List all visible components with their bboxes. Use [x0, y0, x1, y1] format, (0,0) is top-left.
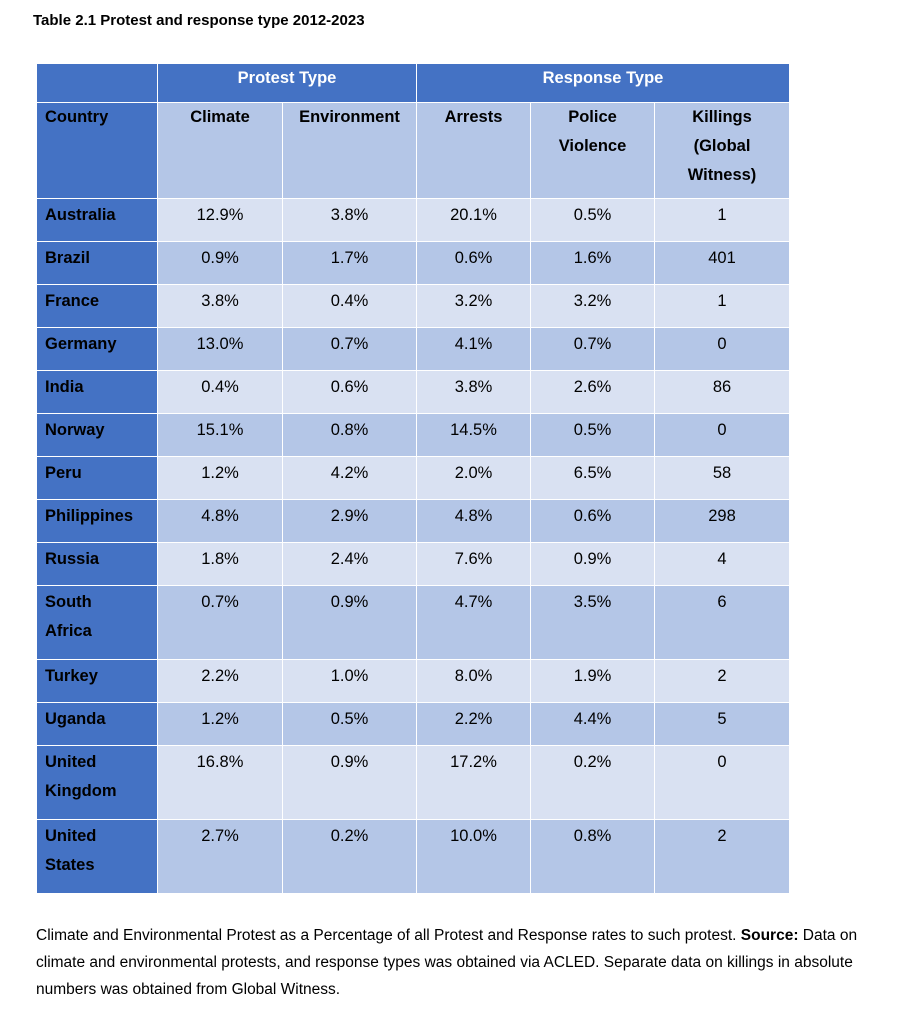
arrests-cell: 4.8%: [417, 500, 531, 543]
table-row: [37, 746, 790, 820]
table-row: [37, 820, 790, 894]
column-header-environment: Environment: [283, 103, 417, 199]
climate-cell: 1.2%: [158, 457, 283, 500]
column-header-arrests: Arrests: [417, 103, 531, 199]
caption-source-label: Source:: [740, 927, 799, 944]
killings-cell: 401: [655, 242, 790, 285]
environment-cell: 2.4%: [283, 543, 417, 586]
arrests-cell: 3.2%: [417, 285, 531, 328]
environment-cell: 1.0%: [283, 660, 417, 703]
police-violence-cell: 1.6%: [531, 242, 655, 285]
environment-cell: 0.4%: [283, 285, 417, 328]
climate-cell: 1.8%: [158, 543, 283, 586]
country-cell: India: [37, 371, 158, 414]
climate-cell: 0.9%: [158, 242, 283, 285]
empty-header-cell: [37, 64, 158, 103]
police-violence-cell: 4.4%: [531, 703, 655, 746]
country-cell: Germany: [37, 328, 158, 371]
table-title: Table 2.1 Protest and response type 2012-2023: [33, 12, 365, 29]
arrests-cell: 7.6%: [417, 543, 531, 586]
environment-cell: 3.8%: [283, 199, 417, 242]
climate-cell: 0.7%: [158, 586, 283, 660]
table-row: [37, 199, 790, 242]
arrests-cell: 2.2%: [417, 703, 531, 746]
killings-cell: 58: [655, 457, 790, 500]
climate-cell: 2.2%: [158, 660, 283, 703]
climate-cell: 4.8%: [158, 500, 283, 543]
killings-cell: 5: [655, 703, 790, 746]
police-violence-cell: 2.6%: [531, 371, 655, 414]
police-violence-cell: 3.2%: [531, 285, 655, 328]
police-violence-cell: 3.5%: [531, 586, 655, 660]
country-cell: Russia: [37, 543, 158, 586]
country-cell: United States: [37, 820, 158, 894]
police-violence-cell: 1.9%: [531, 660, 655, 703]
country-cell: Australia: [37, 199, 158, 242]
table-row: [37, 242, 790, 285]
police-violence-cell: 0.8%: [531, 820, 655, 894]
country-cell: Uganda: [37, 703, 158, 746]
killings-cell: 298: [655, 500, 790, 543]
caption-text: Climate and Environmental Protest as a Percentage of all Protest and Response rates to such protest.: [36, 927, 741, 944]
killings-cell: 0: [655, 328, 790, 371]
table-row: [37, 457, 790, 500]
column-header-country: Country: [37, 103, 158, 199]
country-cell: Philippines: [37, 500, 158, 543]
climate-cell: 3.8%: [158, 285, 283, 328]
arrests-cell: 8.0%: [417, 660, 531, 703]
table-caption: [36, 922, 908, 1003]
country-cell: South Africa: [37, 586, 158, 660]
table-row: [37, 500, 790, 543]
environment-cell: 0.6%: [283, 371, 417, 414]
protest-table: [36, 63, 790, 894]
police-violence-cell: 6.5%: [531, 457, 655, 500]
column-header-row: [37, 103, 790, 199]
table-row: [37, 414, 790, 457]
environment-cell: 2.9%: [283, 500, 417, 543]
environment-cell: 0.9%: [283, 746, 417, 820]
arrests-cell: 2.0%: [417, 457, 531, 500]
police-violence-cell: 0.5%: [531, 199, 655, 242]
table-row: [37, 285, 790, 328]
country-cell: Peru: [37, 457, 158, 500]
climate-cell: 12.9%: [158, 199, 283, 242]
climate-cell: 16.8%: [158, 746, 283, 820]
arrests-cell: 0.6%: [417, 242, 531, 285]
police-violence-cell: 0.7%: [531, 328, 655, 371]
column-header-climate: Climate: [158, 103, 283, 199]
country-cell: Brazil: [37, 242, 158, 285]
table-row: [37, 543, 790, 586]
police-violence-label: Police Violence: [558, 108, 627, 155]
table-row: [37, 328, 790, 371]
killings-cell: 0: [655, 414, 790, 457]
caption-source-text: Data on climate and environmental protests, and response types was obtained via ACLED. Separate data on killings in absolute numbers was obtained from Global Witness.: [36, 927, 858, 998]
environment-cell: 0.2%: [283, 820, 417, 894]
environment-cell: 4.2%: [283, 457, 417, 500]
killings-cell: 0: [655, 746, 790, 820]
killings-label: Killings (Global Witness): [687, 108, 757, 184]
police-violence-cell: 0.9%: [531, 543, 655, 586]
arrests-cell: 10.0%: [417, 820, 531, 894]
table-row: [37, 371, 790, 414]
arrests-cell: 17.2%: [417, 746, 531, 820]
group-header-row: [37, 64, 790, 103]
table-row: [37, 586, 790, 660]
climate-cell: 2.7%: [158, 820, 283, 894]
climate-cell: 15.1%: [158, 414, 283, 457]
country-cell: France: [37, 285, 158, 328]
country-cell: United Kingdom: [37, 746, 158, 820]
table-row: [37, 703, 790, 746]
killings-cell: 86: [655, 371, 790, 414]
country-cell: Turkey: [37, 660, 158, 703]
killings-cell: 6: [655, 586, 790, 660]
table-row: [37, 660, 790, 703]
environment-cell: 0.9%: [283, 586, 417, 660]
protest-type-header: Protest Type: [158, 64, 417, 103]
arrests-cell: 4.7%: [417, 586, 531, 660]
arrests-cell: 4.1%: [417, 328, 531, 371]
killings-cell: 2: [655, 820, 790, 894]
arrests-cell: 20.1%: [417, 199, 531, 242]
killings-cell: 4: [655, 543, 790, 586]
climate-cell: 0.4%: [158, 371, 283, 414]
police-violence-cell: 0.6%: [531, 500, 655, 543]
column-header-police-violence: [531, 103, 655, 199]
killings-cell: 1: [655, 285, 790, 328]
environment-cell: 1.7%: [283, 242, 417, 285]
arrests-cell: 14.5%: [417, 414, 531, 457]
environment-cell: 0.8%: [283, 414, 417, 457]
column-header-killings: [655, 103, 790, 199]
country-cell: Norway: [37, 414, 158, 457]
arrests-cell: 3.8%: [417, 371, 531, 414]
climate-cell: 1.2%: [158, 703, 283, 746]
environment-cell: 0.5%: [283, 703, 417, 746]
killings-cell: 1: [655, 199, 790, 242]
police-violence-cell: 0.2%: [531, 746, 655, 820]
climate-cell: 13.0%: [158, 328, 283, 371]
response-type-header: Response Type: [417, 64, 790, 103]
police-violence-cell: 0.5%: [531, 414, 655, 457]
environment-cell: 0.7%: [283, 328, 417, 371]
killings-cell: 2: [655, 660, 790, 703]
